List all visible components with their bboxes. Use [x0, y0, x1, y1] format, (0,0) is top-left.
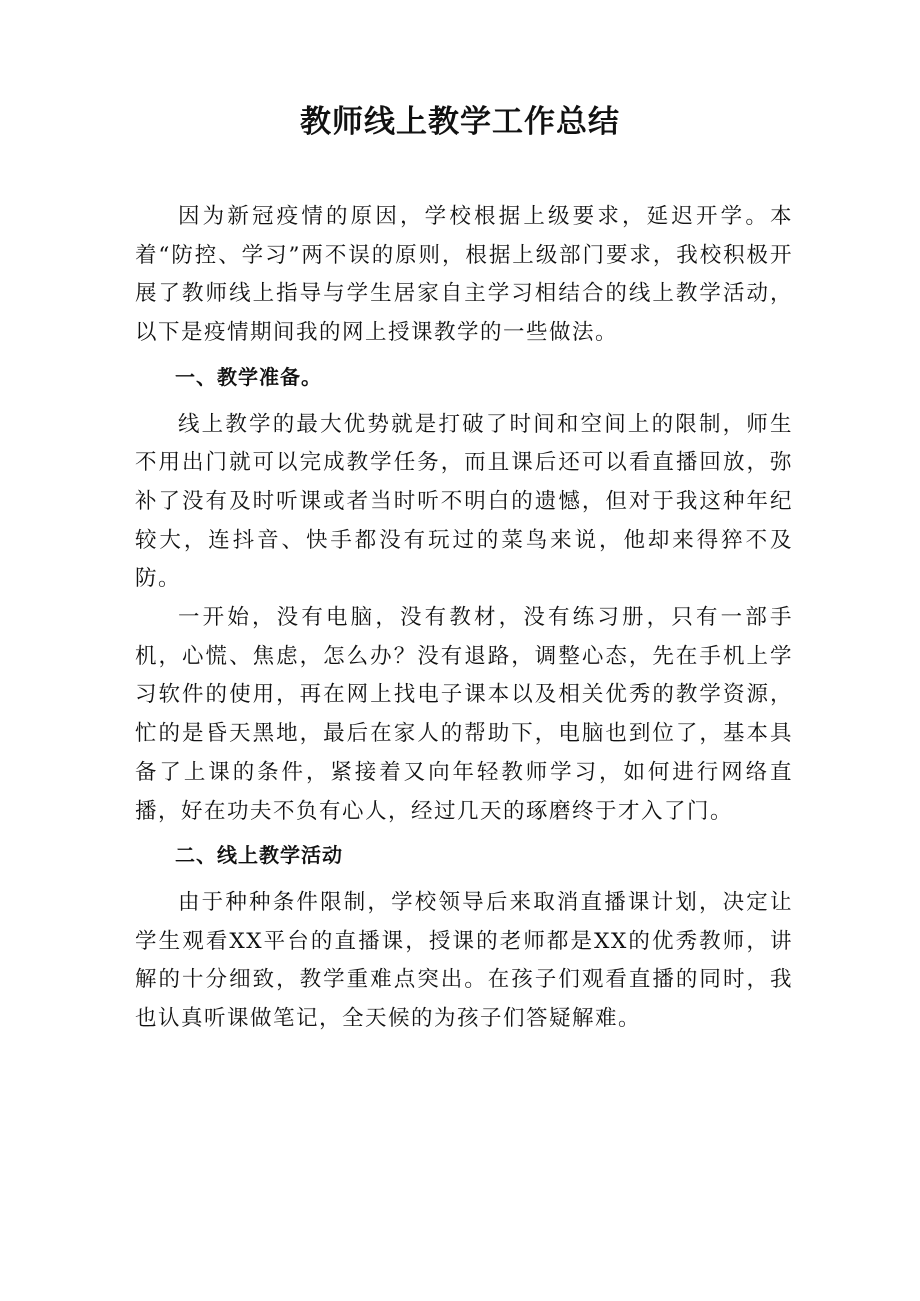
section-heading-preparation: 一、教学准备。	[175, 364, 322, 389]
body-paragraph: 一开始，没有电脑，没有教材，没有练习册，只有一部手机，心慌、焦虑，怎么办？没有退路，调整心态，先在手机上学习软件的使用，再在网上找电子课本以及相关优秀的教学资源，忙的是昏天黑地，最后在家人的帮助下，电脑也到位了，基本具备了上课的条件，紧接着又向年轻教师学习，如何进行网络直播，好在功夫不负有心人，经过几天的琢磨终于才入了门。	[135, 605, 793, 824]
document-title: 教师线上教学工作总结	[300, 104, 620, 140]
body-paragraph: 线上教学的最大优势就是打破了时间和空间上的限制，师生不用出门就可以完成教学任务，而且课后还可以看直播回放，弥补了没有及时听课或者当时听不明白的遗憾，但对于我这种年纪较大，连抖音、快手都没有玩过的菜鸟来说，他却来得猝不及防。	[135, 411, 793, 592]
section-heading-online-activities: 二、线上教学活动	[175, 843, 343, 868]
document-body	[135, 198, 793, 1039]
intro-paragraph: 因为新冠疫情的原因，学校根据上级要求，延迟开学。本着“防控、学习”两不误的原则，根据上级部门要求，我校积极开展了教师线上指导与学生居家自主学习相结合的线上教学活动，以下是疫情期间我的网上授课教学的一些做法。	[135, 204, 793, 346]
body-paragraph: 由于种种条件限制，学校领导后来取消直播课计划，决定让学生观看XX平台的直播课，授课的老师都是XX的优秀教师，讲解的十分细致，教学重难点突出。在孩子们观看直播的同时，我也认真听课做笔记，全天候的为孩子们答疑解难。	[135, 889, 793, 1032]
